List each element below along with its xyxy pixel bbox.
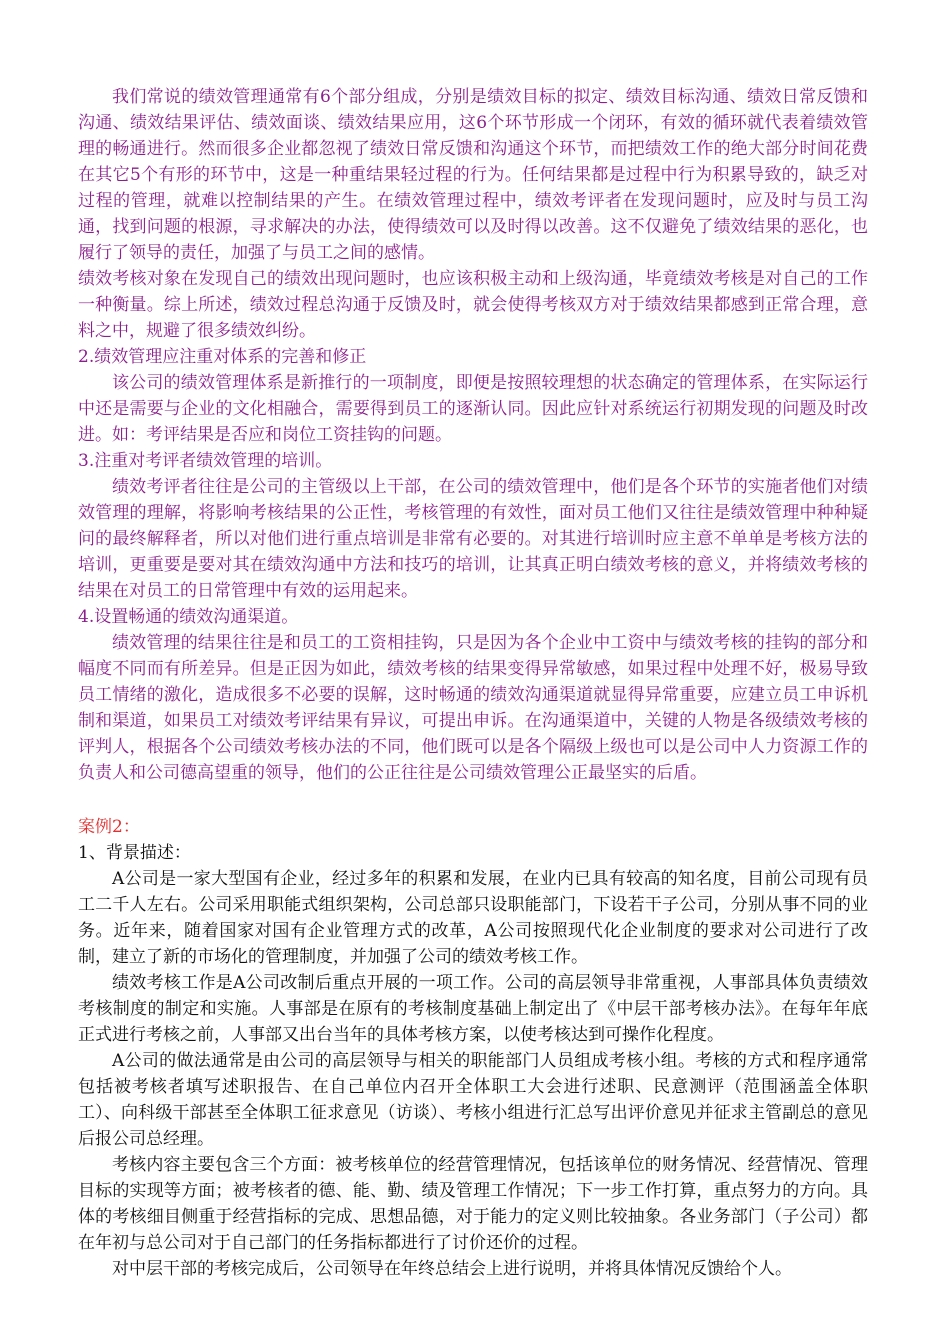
background-heading: 1、背景描述：	[78, 843, 191, 863]
case-paragraph-content: 考核内容主要包含三个方面：被考核单位的经营管理情况，包括该单位的财务情况、经营情况、管理目标的实现等方面；被考核者的德、能、勤、绩及管理工作情况；下一步工作打算，重点努力的方向。具体的考核细目侧重于经营指标的完成、思想品德，对于能力的定义则比较抽象。各业务部门（子公司）都在年初与总公司对于自己部门的任务指标都进行了讨价还价的过程。	[78, 1155, 868, 1253]
heading-system-improvement: 2.绩效管理应注重对体系的完善和修正	[78, 347, 367, 367]
paragraph-system-improvement: 该公司的绩效管理体系是新推行的一项制度，即便是按照较理想的状态确定的管理体系，在实际运行中还是需要与企业的文化相融合，需要得到员工的逐渐认同。因此应针对系统运行初期发现的问题及时改进。如：考评结果是否应和岗位工资挂钩的问题。	[78, 373, 868, 445]
heading-communication-channel: 4.设置畅通的绩效沟通渠道。	[78, 607, 299, 627]
case-paragraph-procedure: A公司的做法通常是由公司的高层领导与相关的职能部门人员组成考核小组。考核的方式和程序通常包括被考核者填写述职报告、在自己单位内召开全体职工大会进行述职、民意测评（范围涵盖全体职工）、向科级干部甚至全体职工征求意见（访谈）、考核小组进行汇总写出评价意见并征求主管副总的意见后报公司总经理。	[78, 1051, 868, 1149]
document-page	[78, 84, 868, 1282]
section-performance-advice	[78, 84, 868, 786]
section-case-study	[78, 814, 868, 1282]
heading-evaluator-training: 3.注重对考评者绩效管理的培训。	[78, 451, 333, 471]
intro-paragraph-continued: 绩效考核对象在发现自己的绩效出现问题时，也应该积极主动和上级沟通，毕竟绩效考核是对自己的工作一种衡量。综上所述，绩效过程总沟通于反馈及时，就会使得考核双方对于绩效结果都感到正常合理，意料之中，规避了很多绩效纠纷。	[78, 269, 868, 341]
section-gap	[78, 786, 868, 814]
case-paragraph-company: A公司是一家大型国有企业，经过多年的积累和发展，在业内已具有较高的知名度，目前公司现有员工二千人左右。公司采用职能式组织架构，公司总部只设职能部门，下设若干子公司，分别从事不同的业务。近年来，随着国家对国有企业管理方式的改革，A公司按照现代化企业制度的要求对公司进行了改制，建立了新的市场化的管理制度，并加强了公司的绩效考核工作。	[78, 869, 868, 967]
paragraph-communication-channel: 绩效管理的结果往往是和员工的工资相挂钩，只是因为各个企业中工资中与绩效考核的挂钩的部分和幅度不同而有所差异。但是正因为如此，绩效考核的结果变得异常敏感，如果过程中处理不好，极易导致员工情绪的激化，造成很多不必要的误解，这时畅通的绩效沟通渠道就显得异常重要，应建立员工申诉机制和渠道，如果员工对绩效考评结果有异议，可提出申诉。在沟通渠道中，关键的人物是各级绩效考核的评判人，根据各个公司绩效考核办法的不同，他们既可以是各个隔级上级也可以是公司中人力资源工作的负责人和公司德高望重的领导，他们的公正往往是公司绩效管理公正最坚实的后盾。	[78, 633, 868, 783]
paragraph-evaluator-training: 绩效考评者往往是公司的主管级以上干部，在公司的绩效管理中，他们是各个环节的实施者他们对绩效管理的理解，将影响考核结果的公正性，考核管理的有效性，面对员工他们又往往是绩效管理中种种疑问的最终解释者，所以对他们进行重点培训是非常有必要的。对其进行培训时应主意不单单是考核方法的培训，更重要是要对其在绩效沟通中方法和技巧的培训，让其真正明白绩效考核的意义，并将绩效考核的结果在对员工的日常管理中有效的运用起来。	[78, 477, 868, 601]
case-title: 案例2：	[78, 817, 140, 837]
intro-paragraph: 我们常说的绩效管理通常有6个部分组成，分别是绩效目标的拟定、绩效目标沟通、绩效日常反馈和沟通、绩效结果评估、绩效面谈、绩效结果应用，这6个环节形成一个闭环，有效的循环就代表着绩效管理的畅通进行。然而很多企业都忽视了绩效日常反馈和沟通这个环节，而把绩效工作的绝大部分时间花费在其它5个有形的环节中，这是一种重结果轻过程的行为。任何结果都是过程中行为积累导致的，缺乏对过程的管理，就难以控制结果的产生。在绩效管理过程中，绩效考评者在发现问题时，应及时与员工沟通，找到问题的根源，寻求解决的办法，使得绩效可以及时得以改善。这不仅避免了绩效结果的恶化，也履行了领导的责任，加强了与员工之间的感情。	[78, 87, 868, 263]
case-paragraph-appraisal-work: 绩效考核工作是A公司改制后重点开展的一项工作。公司的高层领导非常重视，人事部具体负责绩效考核制度的制定和实施。人事部是在原有的考核制度基础上制定出了《中层干部考核办法》。在每年年底正式进行考核之前，人事部又出台当年的具体考核方案，以使考核达到可操作化程度。	[78, 973, 868, 1045]
case-paragraph-feedback: 对中层干部的考核完成后，公司领导在年终总结会上进行说明，并将具体情况反馈给个人。	[112, 1259, 792, 1279]
